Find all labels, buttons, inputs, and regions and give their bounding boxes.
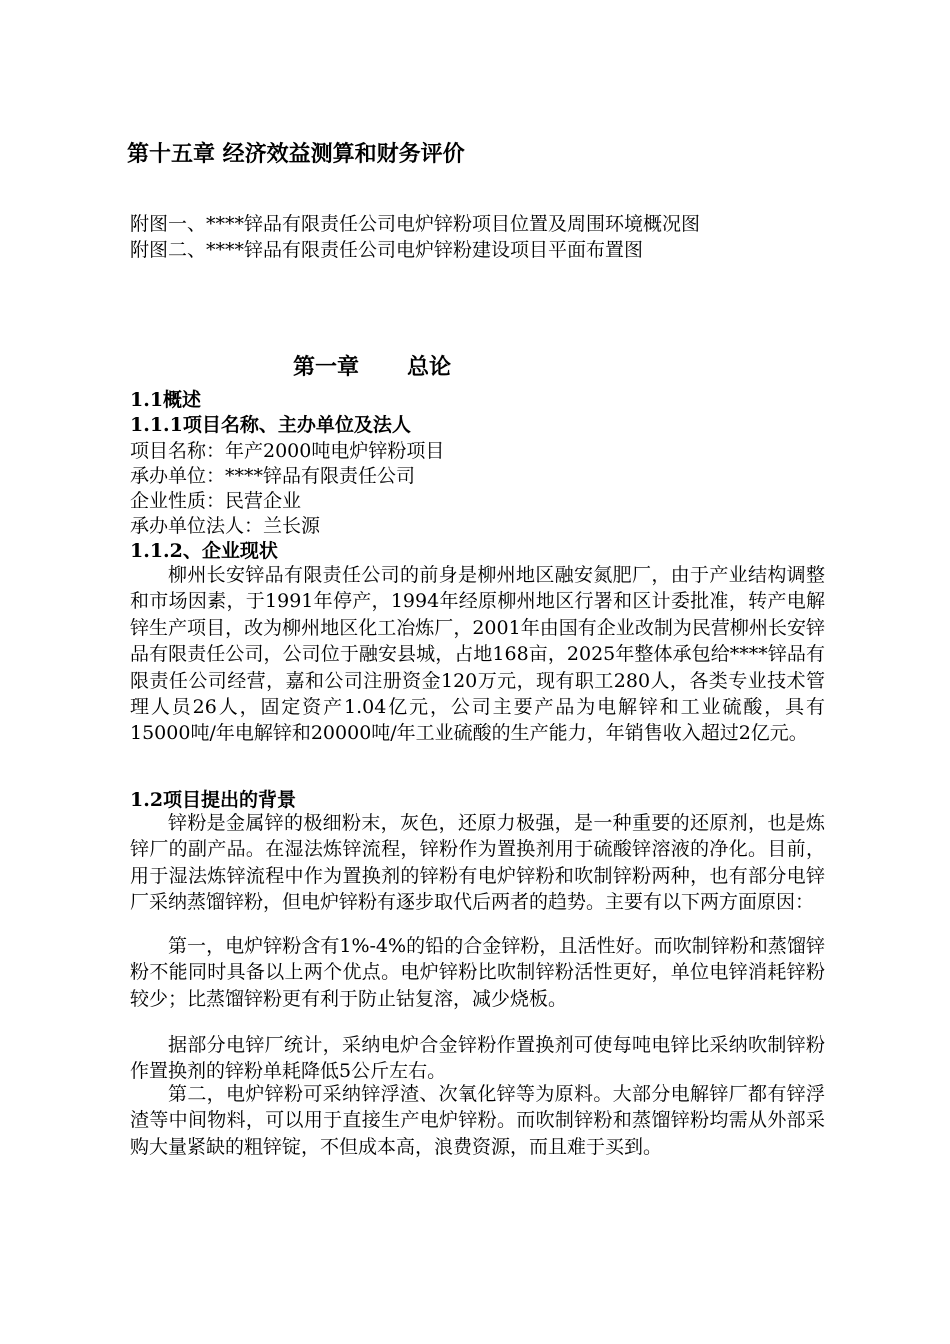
organizer-line: 承办单位：****锌品有限责任公司	[130, 465, 416, 487]
toc-chapter-15: 第十五章 经济效益测算和财务评价	[127, 141, 465, 167]
background-paragraph-1: 锌粉是金属锌的极细粉末，灰色，还原力极强，是一种重要的还原剂，也是炼锌厂的副产品。在湿法炼锌流程，锌粉作为置换剂用于硫酸锌溶液的净化。目前，用于湿法炼锌流程中作为置换剂的锌粉有电炉锌粉和吹制锌粉两种，也有部分电锌厂采纳蒸馏锌粉，但电炉锌粉有逐步取代后两者的趋势。主要有以下两方面原因：	[130, 812, 825, 914]
toc-appendix-1: 附图一、****锌品有限责任公司电炉锌粉项目位置及周围环境概况图	[130, 213, 701, 235]
chapter-1-title	[293, 350, 451, 381]
background-paragraph-4: 第二，电炉锌粉可采纳锌浮渣、次氧化锌等为原料。大部分电解锌厂都有锌浮渣等中间物料，可以用于直接生产电炉锌粉。而吹制锌粉和蒸馏锌粉均需从外部采购大量紧缺的粗锌锭，不但成本高，浪费资源，而且难于买到。	[130, 1083, 825, 1158]
legal-person-line: 承办单位法人：兰长源	[130, 515, 321, 537]
chapter-label: 第一章	[293, 354, 360, 380]
section-1-1-heading: 1.1概述	[130, 389, 202, 411]
company-status-paragraph: 柳州长安锌品有限责任公司的前身是柳州地区融安氮肥厂，由于产业结构调整和市场因素，于1991年停产，1994年经原柳州地区行署和区计委批准，转产电解锌生产项目，改为柳州地区化工冶炼厂，2001年由国有企业改制为民营柳州长安锌品有限责任公司，公司位于融安县城，占地168亩，2025年整体承包给****锌品有限责任公司经营，嘉和公司注册资金120万元，现有职工280人，各类专业技术管理人员26人，固定资产1.04亿元，公司主要产品为电解锌和工业硫酸，具有15000吨/年电解锌和20000吨/年工业硫酸的生产能力，年销售收入超过2亿元。	[130, 564, 825, 745]
section-1-1-2-heading: 1.1.2、企业现状	[130, 540, 278, 562]
background-paragraph-2: 第一，电炉锌粉含有1%-4%的铅的合金锌粉，且活性好。而吹制锌粉和蒸馏锌粉不能同时具备以上两个优点。电炉锌粉比吹制锌粉活性更好，单位电锌消耗锌粉较少；比蒸馏锌粉更有利于防止钴复溶，减少烧板。	[130, 935, 825, 1010]
project-name-line: 项目名称：年产2000吨电炉锌粉项目	[130, 440, 445, 462]
toc-appendix-2: 附图二、****锌品有限责任公司电炉锌粉建设项目平面布置图	[130, 239, 644, 261]
section-1-2-heading: 1.2项目提出的背景	[130, 789, 297, 811]
background-paragraph-3: 据部分电锌厂统计，采纳电炉合金锌粉作置换剂可使每吨电锌比采纳吹制锌粉作置换剂的锌粉单耗降低5公斤左右。	[130, 1034, 825, 1083]
section-1-1-1-heading: 1.1.1项目名称、主办单位及法人	[130, 414, 411, 436]
nature-line: 企业性质：民营企业	[130, 490, 302, 512]
chapter-name: 总论	[407, 354, 452, 380]
